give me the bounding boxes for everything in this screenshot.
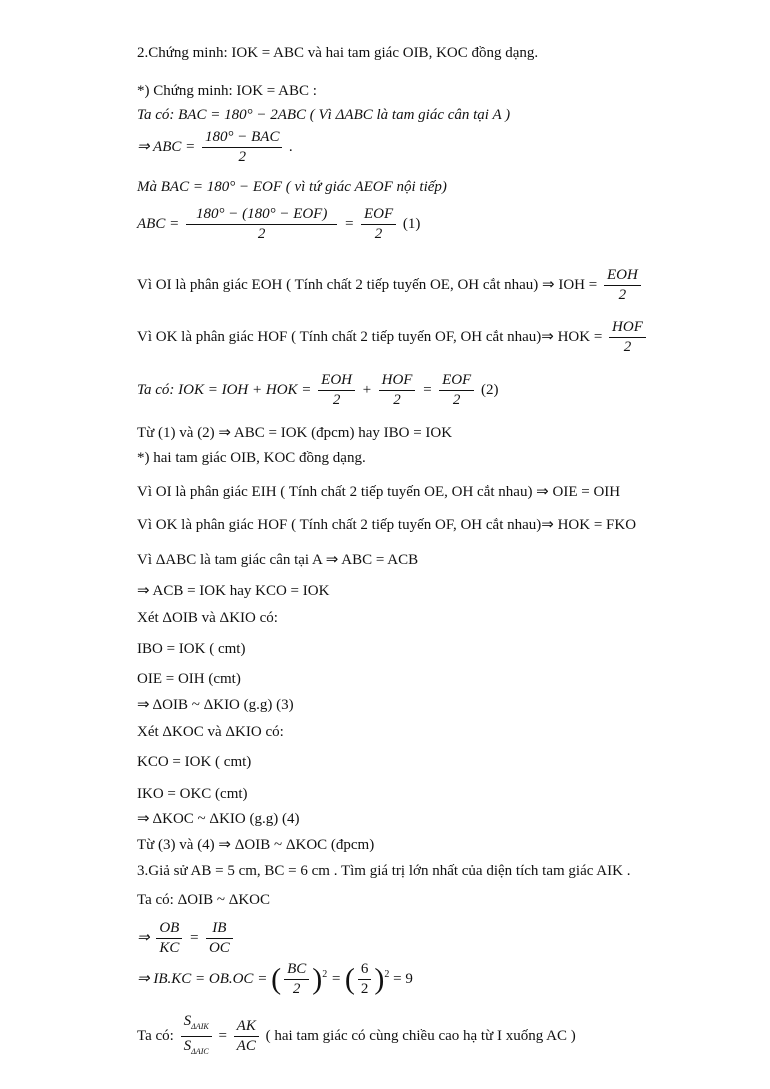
similar-oib-kio: ⇒ ΔOIB ~ ΔKIO (g.g) (3) [137,697,294,713]
conclusion-1: Từ (1) và (2) ⇒ ABC = IOK (đpcm) hay IBO = IOK [137,425,453,441]
angle-oie-line: OIE = OIH (cmt) [137,671,241,687]
fraction: $\frac{OB}{KC}$ [156,919,182,958]
proof-part-2-heading: *) hai tam giác OIB, KOC đồng dạng. [137,450,366,466]
bisector-oi-eih-line: Vì OI là phân giác EIH ( Tính chất 2 tiếp tuyến OE, OH cắt nhau) ⇒ OIE = OIH [137,484,621,500]
formula-abc-2: ABC = $\frac{\text{180° − (180° − EOF)}}{2}$ = $\frac{\text{EOF}}{2}$ (1) [137,206,421,242]
fraction: $\frac{\text{HOF}}{2}$ [609,318,646,357]
fraction: $\frac{\text{EOF}}{2}$ [439,371,474,410]
fraction: $\frac{\text{180° − BAC}}{2}$ [202,128,282,167]
fraction: $\frac{BC}{2}$ [284,960,309,999]
consider-oib-kio: Xét ΔOIB và ΔKIO có: [137,610,278,626]
proof-line-bac-eof: Mà BAC = 180° − EOF ( vì tứ giác AEOF nội tiếp) [137,179,447,195]
fraction: $\frac{S_{\Delta AIK}}{S_{\Delta AIC}}$ [181,1012,212,1061]
formula-iok-sum: Ta có: IOK = IOH + HOK = $\frac{\text{EOH}}{2}$ + $\frac{\text{HOF}}{2}$ = $\frac{\text{EOF}}{2}$ (2) [137,372,499,408]
formula-abc-1: ⇒ ABC = $\frac{\text{180° − BAC}}{2}$ . [137,129,293,165]
fraction: $\frac{6}{2}$ [358,960,372,999]
proof-part-1-heading: *) Chứng minh: IOK = ABC : [137,83,317,99]
product-formula: ⇒ IB.KC = OB.OC = ( $\frac{BC}{2}$ )$^2$ = ( $\frac{6}{2}$ )$^2$ = 9 [137,961,413,997]
proof-line-bac: Ta có: BAC = 180° − 2ABC ( Vì ΔABC là tam giác cân tại A ) [137,107,511,123]
fraction: $\frac{\text{EOH}}{2}$ [604,266,641,305]
ratio-formula: ⇒ $\frac{OB}{KC}$ = $\frac{IB}{OC}$ [137,919,236,958]
section-2-heading: 2.Chứng minh: IOK = ABC và hai tam giác OIB, KOC đồng dạng. [137,45,539,61]
similar-restated: Ta có: ΔOIB ~ ΔKOC [137,892,271,908]
angle-iko-line: IKO = OKC (cmt) [137,786,248,802]
conclusion-2: Từ (3) và (4) ⇒ ΔOIB ~ ΔKOC (đpcm) [137,837,375,853]
bisector-ok-line: Vì OK là phân giác HOF ( Tính chất 2 tiếp tuyến OF, OH cắt nhau)⇒ HOK = $\frac{\text{HOF}}{2}$ [137,318,649,357]
fraction: $\frac{IB}{OC}$ [206,919,233,958]
section-3-heading: 3.Giả sử AB = 5 cm, BC = 6 cm . Tìm giá trị lớn nhất của diện tích tam giác AIK . [137,863,631,879]
fraction: $\frac{\text{EOH}}{2}$ [318,371,355,410]
angle-kco-line: KCO = IOK ( cmt) [137,754,252,770]
formula-lead: ⇒ ABC = [137,138,196,155]
similar-koc-kio: ⇒ ΔKOC ~ ΔKIO (g.g) (4) [137,811,300,827]
fraction: $\frac{AK}{AC}$ [234,1017,259,1056]
fraction: $\frac{\text{180° − (180° − EOF)}}{2}$ [186,205,337,244]
area-ratio-formula: Ta có: $\frac{S_{\Delta AIK}}{S_{\Delta AIC}}$ = $\frac{AK}{AC}$ ( hai tam giác có cùng chiều cao hạ từ I xuống AC ) [137,1012,576,1061]
bisector-oi-line: Vì OI là phân giác EOH ( Tính chất 2 tiếp tuyến OE, OH cắt nhau) ⇒ IOH = $\frac{\text{EOH}}{2}$ [137,266,644,305]
consider-koc-kio: Xét ΔKOC và ΔKIO có: [137,724,284,740]
angle-ibo-line: IBO = IOK ( cmt) [137,641,246,657]
fraction: $\frac{\text{EOF}}{2}$ [361,205,396,244]
fraction: $\frac{\text{HOF}}{2}$ [379,371,416,410]
angle-acb-line: ⇒ ACB = IOK hay KCO = IOK [137,583,330,599]
bisector-ok-hof-line: Vì OK là phân giác HOF ( Tính chất 2 tiếp tuyến OF, OH cắt nhau)⇒ HOK = FKO [137,517,637,533]
isosceles-line: Vì ΔABC là tam giác cân tại A ⇒ ABC = ACB [137,552,419,568]
